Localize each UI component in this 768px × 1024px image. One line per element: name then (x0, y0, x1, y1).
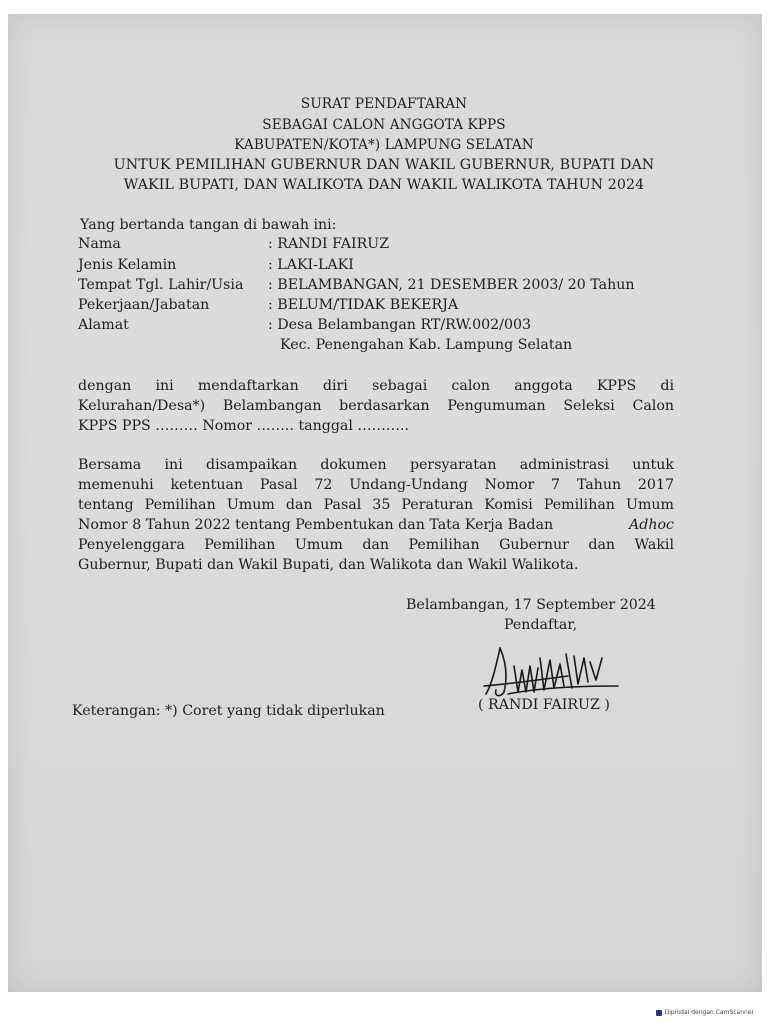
para2-line-6: Gubernur, Bupati dan Wakil Bupati, dan Walikota dan Wakil Walikota. (78, 557, 579, 573)
registrant-label: Pendaftar, (504, 617, 578, 633)
address-line-2: Kec. Penengahan Kab. Lampung Selatan (280, 337, 573, 353)
para2-line-5: Penyelenggara Pemilihan Umum dan Pemilihan Gubernur dan Wakil (78, 537, 674, 553)
field-label-name: Nama (78, 236, 121, 252)
title-line-4: UNTUK PEMILIHAN GUBERNUR DAN WAKIL GUBERNUR, BUPATI DAN (113, 157, 655, 173)
place-date: Belambangan, 17 September 2024 (406, 597, 656, 613)
para2-line-2: memenuhi ketentuan Pasal 72 Undang-Undang Nomor 7 Tahun 2017 (78, 477, 674, 493)
field-label-address: Alamat (78, 317, 129, 333)
para1-line-3: KPPS PPS ……… Nomor …….. tanggal ……….. (78, 418, 410, 434)
intro-text: Yang bertanda tangan di bawah ini: (80, 217, 337, 233)
scanner-watermark (656, 1009, 754, 1016)
para1-line-2: Kelurahan/Desa*) Belambangan berdasarkan Pengumuman Seleksi Calon (78, 398, 674, 414)
title-line-5: WAKIL BUPATI, DAN WALIKOTA DAN WAKIL WALIKOTA TAHUN 2024 (123, 177, 645, 193)
para2-line-4-italic: Adhoc (629, 517, 674, 533)
signer-name: ( RANDI FAIRUZ ) (478, 697, 610, 713)
camscanner-icon (656, 1010, 662, 1016)
scanner-watermark-text: Dipindai dengan CamScanner (664, 1009, 754, 1016)
field-value-occupation: : BELUM/TIDAK BEKERJA (268, 297, 459, 313)
field-label-gender: Jenis Kelamin (78, 257, 177, 273)
field-value-gender: : LAKI-LAKI (268, 257, 354, 273)
field-label-occupation: Pekerjaan/Jabatan (78, 297, 210, 313)
para2-line-4 (78, 517, 674, 533)
title-line-2: SEBAGAI CALON ANGGOTA KPPS (262, 117, 506, 133)
note-text: Keterangan: *) Coret yang tidak diperlukan (72, 703, 385, 719)
field-value-birth: : BELAMBANGAN, 21 DESEMBER 2003/ 20 Tahun (268, 277, 635, 293)
field-label-birth: Tempat Tgl. Lahir/Usia (78, 277, 244, 293)
para1-line-1: dengan ini mendaftarkan diri sebagai calon anggota KPPS di (78, 378, 674, 394)
para2-line-4-text: Nomor 8 Tahun 2022 tentang Pembentukan dan Tata Kerja Badan (78, 517, 554, 533)
field-value-name: : RANDI FAIRUZ (268, 236, 390, 252)
field-value-address: : Desa Belambangan RT/RW.002/003 (268, 317, 532, 333)
para2-line-3: tentang Pemilihan Umum dan Pasal 35 Peraturan Komisi Pemilihan Umum (78, 497, 674, 513)
title-line-1: SURAT PENDAFTARAN (300, 96, 468, 112)
para2-line-1: Bersama ini disampaikan dokumen persyaratan administrasi untuk (78, 457, 674, 473)
title-line-3: KABUPATEN/KOTA*) LAMPUNG SELATAN (234, 137, 534, 153)
